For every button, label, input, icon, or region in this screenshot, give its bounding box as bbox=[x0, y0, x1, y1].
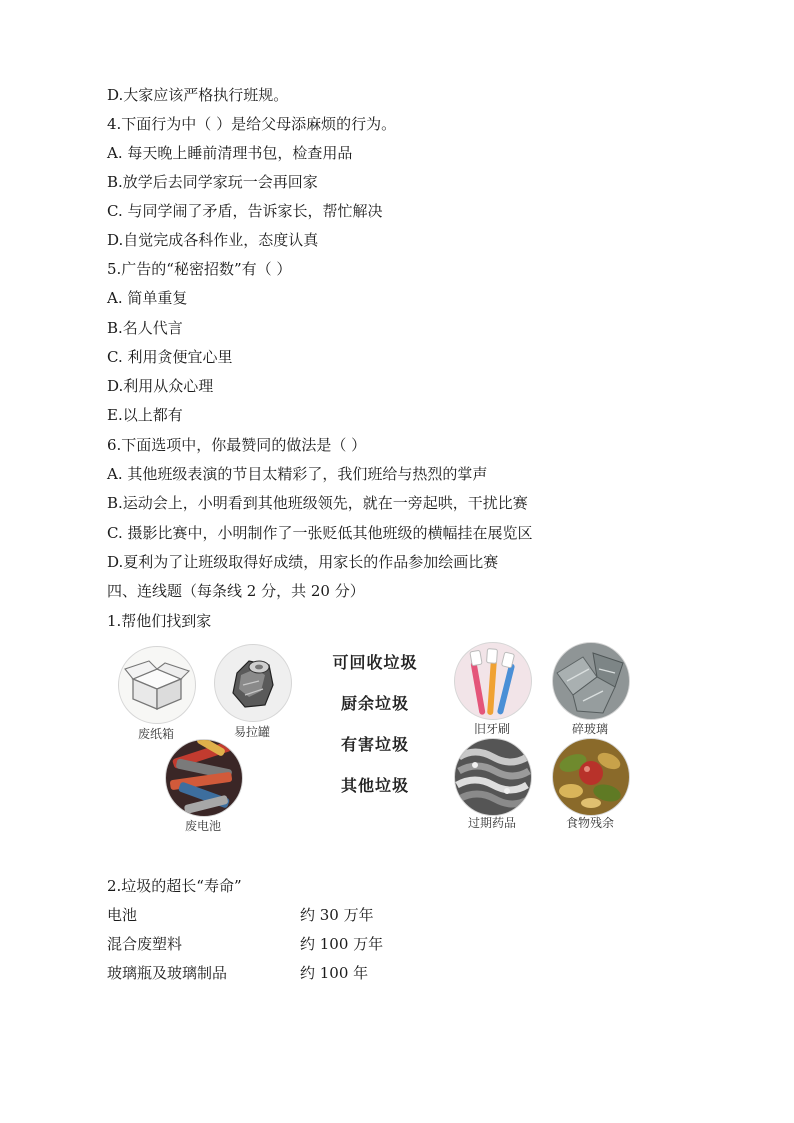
expired-medicine-icon[interactable] bbox=[454, 738, 532, 816]
q4-option-d: D.自觉完成各科作业，态度认真 bbox=[107, 231, 319, 249]
lifespan-row bbox=[107, 963, 369, 983]
used-batteries-icon[interactable] bbox=[165, 739, 243, 817]
q4-option-b: B.放学后去同学家玩一会再回家 bbox=[107, 173, 318, 191]
broken-glass-icon[interactable] bbox=[552, 642, 630, 720]
q6-option-c: C. 摄影比赛中，小明制作了一张贬低其他班级的横幅挂在展览区 bbox=[107, 524, 533, 542]
lifespan-value[interactable]: 约 100 年 bbox=[300, 964, 369, 982]
category-other[interactable]: 其他垃圾 bbox=[340, 776, 409, 795]
lifespan-item[interactable]: 混合废塑料 bbox=[107, 935, 183, 953]
label-can: 易拉罐 bbox=[233, 725, 270, 739]
matching-q1-title: 1.帮他们找到家 bbox=[107, 612, 212, 630]
lifespan-value[interactable]: 约 100 万年 bbox=[300, 935, 384, 953]
label-food-waste: 食物残余 bbox=[565, 816, 614, 830]
section4-title: 四、连线题（每条线 2 分，共 20 分） bbox=[107, 582, 365, 600]
lifespan-value[interactable]: 约 30 万年 bbox=[300, 906, 374, 924]
label-cardboard-box: 废纸箱 bbox=[137, 727, 174, 741]
q5-option-e: E.以上都有 bbox=[107, 406, 183, 424]
food-waste-icon[interactable] bbox=[552, 738, 630, 816]
matching-q2-title: 2.垃圾的超长“寿命” bbox=[107, 877, 242, 895]
lifespan-row bbox=[107, 905, 374, 925]
category-kitchen-waste[interactable]: 厨余垃圾 bbox=[340, 694, 409, 713]
q4-stem: 4.下面行为中（ ）是给父母添麻烦的行为。 bbox=[107, 115, 397, 133]
toothbrush-icon[interactable] bbox=[454, 642, 532, 720]
q4-option-a: A. 每天晚上睡前清理书包，检查用品 bbox=[107, 144, 353, 162]
category-hazardous[interactable]: 有害垃圾 bbox=[340, 735, 409, 754]
label-toothbrush: 旧牙刷 bbox=[473, 722, 510, 736]
garbage-sorting-figure bbox=[104, 636, 650, 842]
cardboard-box-icon[interactable] bbox=[118, 646, 196, 724]
q6-option-b: B.运动会上，小明看到其他班级领先，就在一旁起哄，干扰比赛 bbox=[107, 494, 528, 512]
q6-option-d: D.夏利为了让班级取得好成绩，用家长的作品参加绘画比赛 bbox=[107, 553, 499, 571]
label-broken-glass: 碎玻璃 bbox=[571, 722, 608, 736]
lifespan-item[interactable]: 电池 bbox=[107, 906, 138, 924]
q5-stem: 5.广告的“秘密招数”有（ ） bbox=[107, 260, 292, 278]
lifespan-row bbox=[107, 934, 384, 954]
q5-option-a: A. 简单重复 bbox=[107, 289, 188, 307]
category-recyclable[interactable]: 可回收垃圾 bbox=[332, 653, 418, 672]
lifespan-item[interactable]: 玻璃瓶及玻璃制品 bbox=[107, 964, 228, 982]
q6-option-a: A. 其他班级表演的节目太精彩了，我们班给与热烈的掌声 bbox=[107, 465, 488, 483]
q6-stem: 6.下面选项中，你最赞同的做法是（ ） bbox=[107, 436, 367, 454]
label-expired-medicine: 过期药品 bbox=[467, 816, 516, 830]
q5-option-d: D.利用从众心理 bbox=[107, 377, 214, 395]
q5-option-c: C. 利用贪便宜心里 bbox=[107, 348, 233, 366]
crushed-can-icon[interactable] bbox=[214, 644, 292, 722]
q5-option-b: B.名人代言 bbox=[107, 319, 183, 337]
label-batteries: 废电池 bbox=[184, 819, 221, 833]
q3-option-d: D.大家应该严格执行班规。 bbox=[107, 86, 289, 104]
q4-option-c: C. 与同学闹了矛盾，告诉家长，帮忙解决 bbox=[107, 202, 383, 220]
